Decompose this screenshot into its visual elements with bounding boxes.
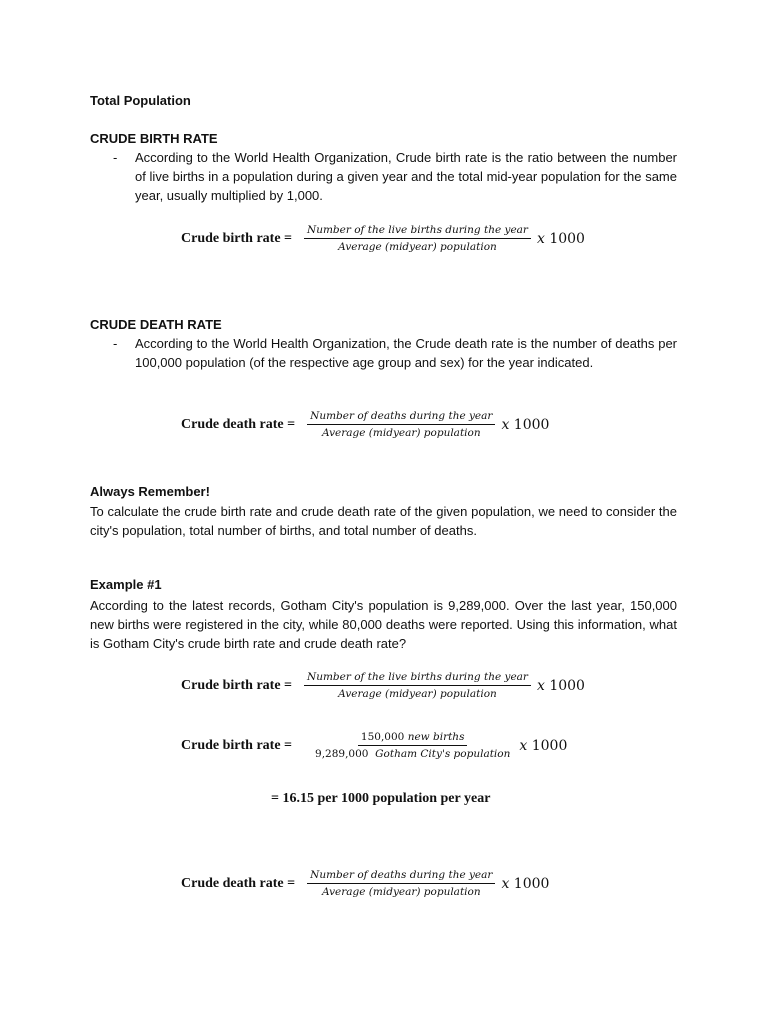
bullet-dash: -: [113, 150, 118, 165]
multiplier: x 1000: [501, 416, 550, 433]
birth-rate-result: = 16.15 per 1000 population per year: [271, 791, 491, 806]
multiplier: x 1000: [519, 737, 568, 754]
death-rate-formula: [181, 410, 549, 439]
fraction-denominator: Average (midyear) population: [338, 241, 497, 253]
multiplier: x 1000: [536, 230, 585, 247]
formula-label: Crude death rate =: [181, 875, 296, 891]
fraction-numerator: 150,000 new births: [358, 731, 468, 746]
birth-rate-formula: [181, 224, 585, 253]
multiplier: x 1000: [536, 677, 585, 694]
formula-label: Crude birth rate =: [181, 230, 293, 246]
example-birth-rate-substitution: [181, 731, 567, 760]
fraction: [307, 869, 495, 898]
fraction-denominator: Average (midyear) population: [321, 427, 481, 439]
crude-birth-rate-heading: CRUDE BIRTH RATE: [90, 131, 218, 146]
crude-death-rate-heading: CRUDE DEATH RATE: [90, 317, 222, 332]
bullet-dash: -: [113, 336, 118, 351]
fraction-numerator: Number of deaths during the year: [307, 410, 495, 425]
fraction-numerator: Number of the live births during the year: [304, 224, 531, 239]
fraction-numerator: Number of deaths during the year: [307, 869, 495, 884]
always-remember-text: To calculate the crude birth rate and crude death rate of the given population, we need to consider the city's population, total number of births, and total number of deaths.: [90, 504, 677, 538]
formula-label: Crude birth rate =: [181, 677, 293, 693]
total-population-heading: Total Population: [90, 93, 191, 108]
formula-label: Crude death rate =: [181, 416, 296, 432]
example-problem-text: According to the latest records, Gotham City's population is 9,289,000. Over the last year, 150,000 new births were registered in the city, while 80,000 deaths were reported. Using this information, what is Gotham City's crude birth rate and crude death rate?: [90, 598, 677, 651]
fraction-denominator: 9,289,000 Gotham City's population: [315, 748, 511, 760]
fraction: [304, 671, 531, 700]
crude-birth-rate-definition: According to the World Health Organization, Crude birth rate is the ratio between the number of live births in a population during a given year and the total mid-year population for the same year, usually multiplied by 1,000.: [135, 150, 677, 203]
fraction: [312, 731, 513, 760]
fraction: [304, 224, 531, 253]
fraction: [307, 410, 495, 439]
fraction-denominator: Average (midyear) population: [338, 688, 497, 700]
formula-label: Crude birth rate =: [181, 737, 293, 753]
example-birth-rate-formula: [181, 671, 585, 700]
crude-death-rate-definition: According to the World Health Organization, the Crude death rate is the number of deaths per 100,000 population (of the respective age group and sex) for the year indicated.: [135, 336, 677, 370]
multiplier: x 1000: [501, 875, 550, 892]
always-remember-heading: Always Remember!: [90, 484, 210, 499]
example-death-rate-formula: [181, 869, 549, 898]
fraction-denominator: Average (midyear) population: [321, 886, 481, 898]
example-heading: Example #1: [90, 577, 162, 592]
fraction-numerator: Number of the live births during the year: [304, 671, 531, 686]
